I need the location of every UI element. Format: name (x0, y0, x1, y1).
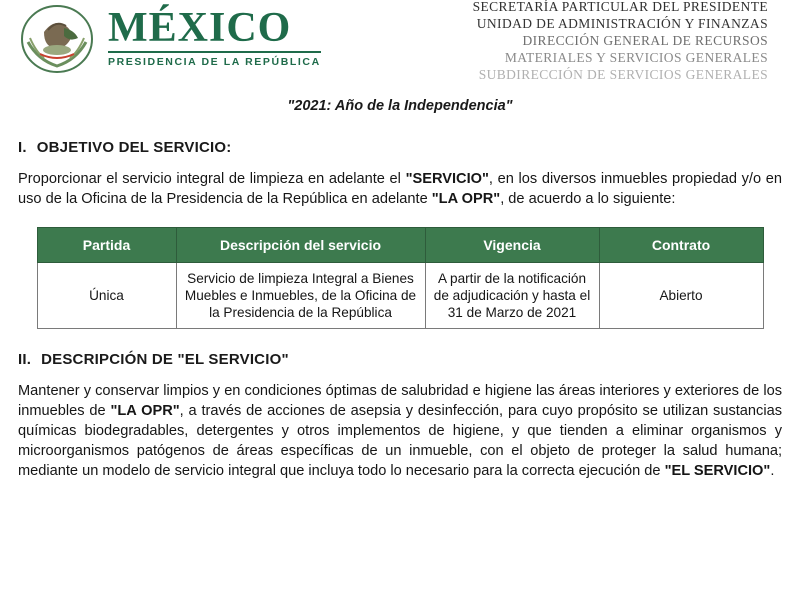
table-header-vigencia: Vigencia (425, 228, 599, 263)
service-table (37, 227, 764, 329)
body-text: , en los diversos inmuebles propiedad y/o en uso de la Oficina de la Presidencia de la República en adelante (18, 171, 782, 207)
section-1-numeral: I. (18, 139, 27, 156)
body-text: Proporcionar el servicio integral de limpieza en adelante el (18, 171, 406, 187)
document-header (18, 0, 782, 84)
department-line-2: UNIDAD DE ADMINISTRACIÓN Y FINANZAS (476, 16, 768, 31)
brand-block (108, 6, 321, 70)
section-2-paragraph (18, 381, 782, 481)
body-text: , a través de acciones de asepsia y desinfección, para cuyo propósito se utilizan sustancias químicas biodegradables, detergentes y otros implementos de higiene, y que tienden a eliminar organismos y microorganismos patógenos de áreas específicas de un inmueble, con el objeto de proteger la salud humana; mediante un modelo de servicio integral que incluya todo lo necesario para la correcta ejecución de (18, 403, 782, 479)
cell-descripcion: Servicio de limpieza Integral a Bienes Muebles e Inmuebles, de la Oficina de la Presidencia de la República (176, 263, 425, 329)
emphasis-text: "SERVICIO" (405, 171, 489, 187)
cell-partida: Única (37, 263, 176, 329)
table-header-contrato: Contrato (599, 228, 763, 263)
body-text: , de acuerdo a lo siguiente: (500, 191, 676, 207)
table-header-descripcion: Descripción del servicio (176, 228, 425, 263)
emphasis-text: "LA OPR" (110, 403, 180, 419)
section-2-numeral: II. (18, 351, 32, 368)
table-header-row (37, 228, 763, 263)
brand-subtitle: PRESIDENCIA DE LA REPÚBLICA (108, 51, 321, 68)
department-line-3: DIRECCIÓN GENERAL DE RECURSOS (522, 33, 768, 48)
section-1-heading-text: OBJETIVO DEL SERVICIO: (36, 139, 232, 156)
table-row (37, 263, 763, 329)
section-2-title (18, 351, 782, 368)
section-2-heading-text: DESCRIPCIÓN DE "EL SERVICIO" (41, 351, 289, 368)
emphasis-text: "LA OPR" (431, 191, 501, 207)
department-line-1: SECRETARÍA PARTICULAR DEL PRESIDENTE (472, 0, 768, 14)
section-1-paragraph (18, 169, 782, 209)
mexican-coat-of-arms-icon (20, 2, 94, 76)
cell-contrato: Abierto (599, 263, 763, 329)
brand-title: MÉXICO (108, 5, 292, 51)
emphasis-text: "EL SERVICIO" (664, 463, 771, 479)
department-line-4: MATERIALES Y SERVICIOS GENERALES (504, 50, 768, 65)
section-1-title (18, 139, 782, 156)
table-header-partida: Partida (37, 228, 176, 263)
department-line-5: SUBDIRECCIÓN DE SERVICIOS GENERALES (478, 67, 768, 82)
service-table-wrapper (18, 227, 782, 329)
cell-vigencia: A partir de la notificación de adjudicación y hasta el 31 de Marzo de 2021 (425, 263, 599, 329)
body-text: Mantener y conservar limpios y en condiciones óptimas de salubridad e higiene las áreas interiores y exteriores de los inmuebles de (18, 383, 782, 419)
year-slogan: "2021: Año de la Independencia" (287, 98, 513, 114)
body-text: . (770, 463, 775, 479)
department-heading (473, 0, 768, 83)
